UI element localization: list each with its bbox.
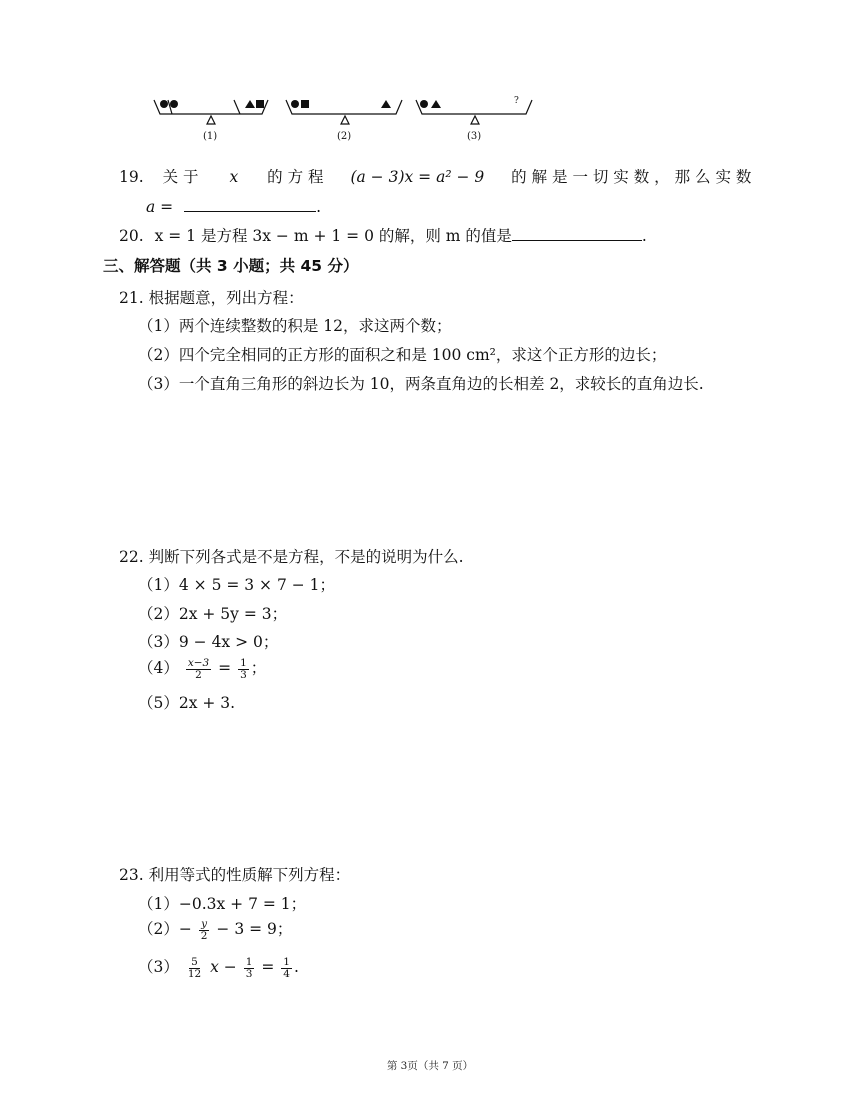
fraction-numerator: 1 xyxy=(283,955,290,968)
equals-sign: = xyxy=(261,958,275,976)
question-21-stem: 21. 根据题意，列出方程： xyxy=(119,289,304,307)
fraction-numerator: 5 xyxy=(191,955,198,968)
section-heading: 三、解答题（共 3 小题；共 45 分） xyxy=(103,257,359,275)
question-number: 20. xyxy=(119,227,144,245)
semicolon: ； xyxy=(250,659,267,677)
ball-shape xyxy=(160,100,168,108)
square-shape xyxy=(256,100,264,108)
question-23-item-3 xyxy=(138,956,299,980)
question-23-item-2 xyxy=(138,918,292,942)
question-22-item-2: （2）2x + 5y = 3； xyxy=(138,605,288,623)
fraction xyxy=(199,919,210,942)
question-text: 的 方 程 xyxy=(267,168,324,186)
fraction-denominator: 4 xyxy=(283,967,290,980)
ball-shape xyxy=(420,100,428,108)
question-text: 关 于 xyxy=(162,168,199,186)
fraction-numerator: 1 xyxy=(245,955,253,968)
page-footer: 第 3页（共 7 页） xyxy=(386,1060,474,1072)
ball-shape xyxy=(291,100,299,108)
question-22-item-1: （1）4 × 5 = 3 × 7 − 1； xyxy=(138,576,336,594)
question-19-answer-line xyxy=(146,196,321,218)
item-prefix: （2）− xyxy=(138,920,192,938)
question-21-item-1: （1）两个连续整数的积是 12，求这两个数； xyxy=(138,317,452,335)
question-23-item-1: （1）−0.3x + 7 = 1； xyxy=(138,895,307,913)
question-22-item-4 xyxy=(138,657,266,681)
question-21-item-2: （2）四个完全相同的正方形的面积之和是 100 cm²，求这个正方形的边长； xyxy=(138,346,667,364)
fraction-numerator: x−3 xyxy=(187,656,210,669)
question-22-item-3: （3）9 − 4x > 0； xyxy=(138,633,279,651)
fraction xyxy=(186,658,211,681)
balance-scales-figure xyxy=(150,92,550,144)
fraction-denominator: 3 xyxy=(245,967,253,980)
item-prefix: （4） xyxy=(138,659,179,677)
fraction xyxy=(186,957,203,980)
fraction xyxy=(244,957,255,980)
question-text: 的 解 是 一 切 实 数 ， 那 么 实 数 xyxy=(511,168,752,186)
item-prefix: （3） xyxy=(138,958,179,976)
answer-blank[interactable] xyxy=(512,226,642,241)
question-text: x = 1 是方程 3x − m + 1 = 0 的解，则 m 的值是 xyxy=(154,227,512,245)
period: . xyxy=(641,227,647,245)
question-22-stem: 22. 判断下列各式是不是方程，不是的说明为什么. xyxy=(119,548,464,566)
question-23-stem: 23. 利用等式的性质解下列方程： xyxy=(119,866,351,884)
question-21-item-3: （3）一个直角三角形的斜边长为 10，两条直角边的长相差 2，求较长的直角边长. xyxy=(138,375,704,393)
equation: (a − 3)x = a² − 9 xyxy=(350,168,485,186)
question-number: 19. xyxy=(119,168,144,186)
fraction-denominator: 2 xyxy=(195,668,202,681)
period: . xyxy=(316,198,322,216)
question-22-item-5: （5）2x + 3. xyxy=(138,694,236,712)
fraction-denominator: 3 xyxy=(240,668,247,681)
answer-blank[interactable] xyxy=(184,197,316,212)
ball-shape xyxy=(170,100,178,108)
triangle-shape xyxy=(381,100,391,108)
figure-label-3: (3) xyxy=(467,131,482,142)
square-shape xyxy=(301,100,309,108)
equals-sign: = xyxy=(218,659,232,677)
figure-label-2: (2) xyxy=(337,131,352,142)
fraction-numerator: y xyxy=(201,917,208,930)
fraction-numerator: 1 xyxy=(240,656,247,669)
answer-prefix: a = xyxy=(146,198,174,216)
triangle-shape xyxy=(245,100,255,108)
variable: x xyxy=(229,168,239,186)
triangle-shape xyxy=(431,100,441,108)
unknown-mark: ? xyxy=(514,96,519,106)
equation-rest: − 3 = 9； xyxy=(216,920,293,938)
fraction xyxy=(281,957,292,980)
fraction-denominator: 2 xyxy=(200,929,208,942)
equation-middle: x − xyxy=(210,958,237,976)
fraction xyxy=(238,658,249,681)
question-20 xyxy=(119,225,647,247)
fraction-denominator: 12 xyxy=(187,967,202,980)
period: . xyxy=(293,958,299,976)
question-19 xyxy=(119,166,751,188)
figure-label-1: (1) xyxy=(203,131,218,142)
